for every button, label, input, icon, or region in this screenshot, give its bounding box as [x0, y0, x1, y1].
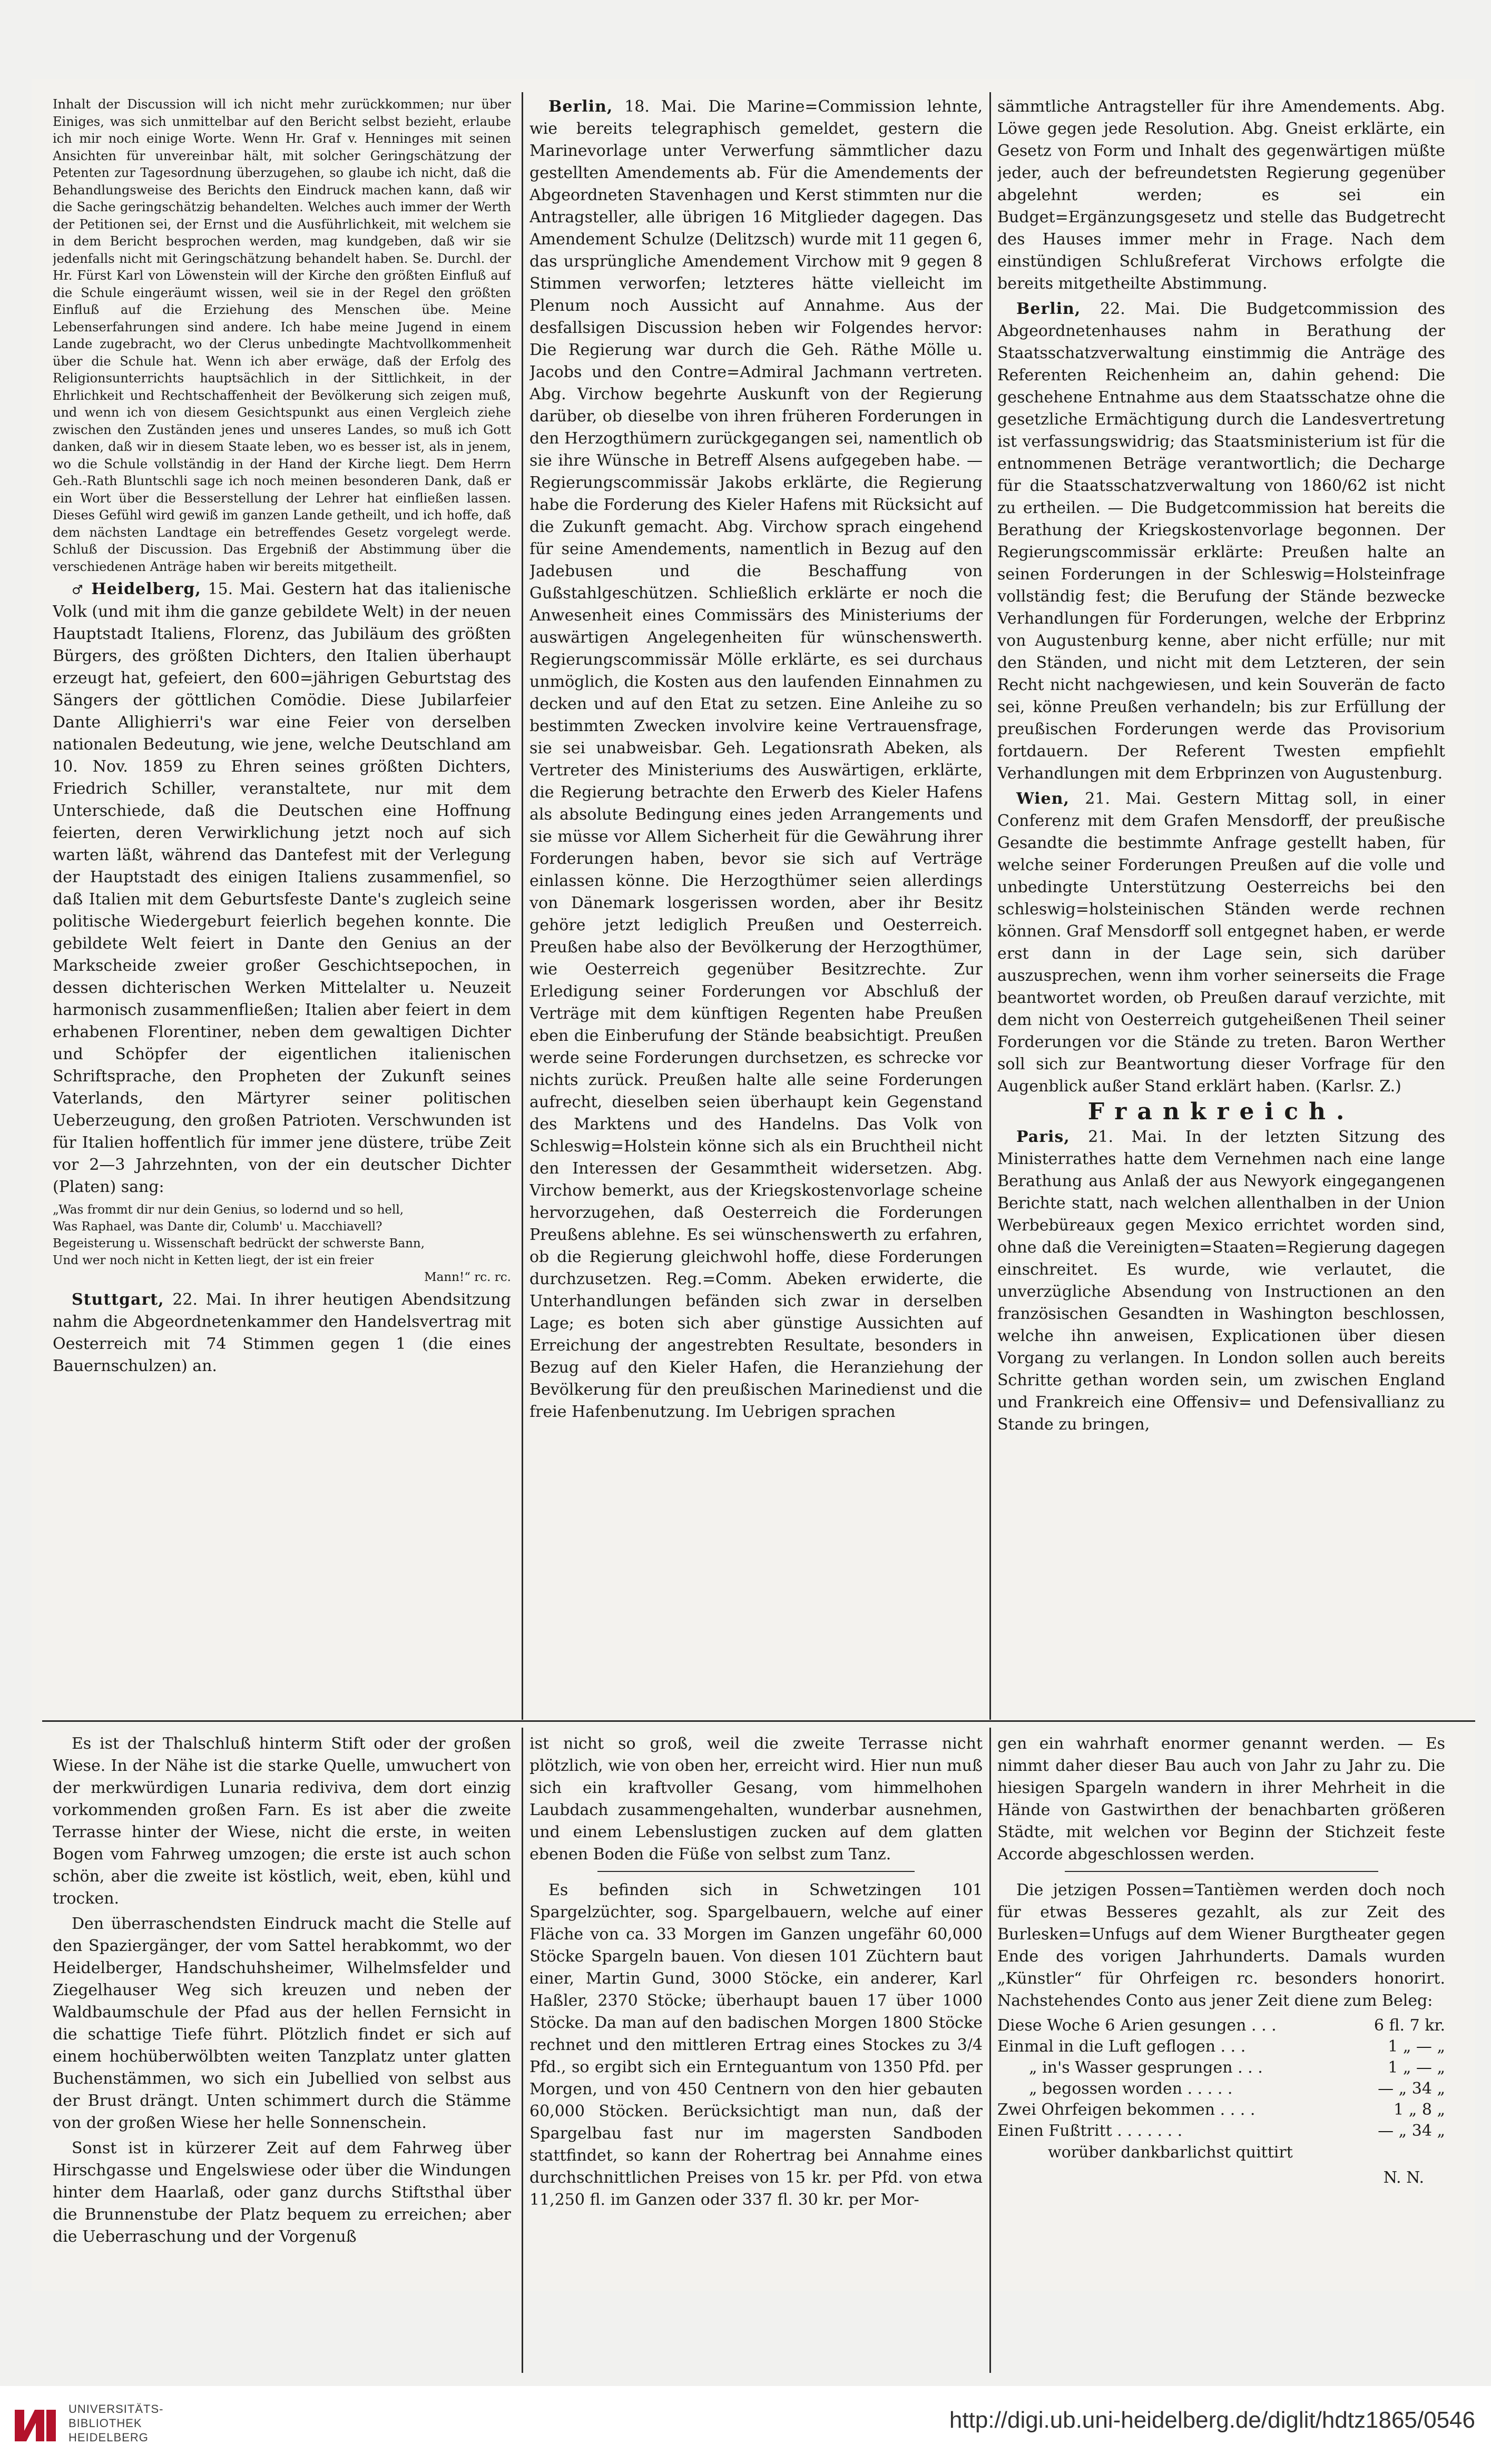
- ledger-row: [997, 2121, 1445, 2142]
- ledger-amount: — „ 34 „: [1378, 2122, 1445, 2140]
- source-url-link[interactable]: http://digi.ub.uni-heidelberg.de/diglit/hdtz1865/0546: [949, 2407, 1475, 2433]
- ledger-row: [997, 2057, 1445, 2078]
- ledger-amount: — „ 34 „: [1378, 2079, 1445, 2098]
- poem-line: Was Raphael, was Dante dir, Columb' u. Macchiavell?: [53, 1220, 382, 1234]
- article-body: In der letzten Sitzung des Ministerrathes hatte dem Vernehmen nach eine lange Berathung aus Anlaß der aus Newyork eingegangenen Berichte statt, nach welchen allenthalben in der Union Werbebüreaux gegen Mexico errichtet worden sind, ohne daß die Vereinigten=Staaten=Regierung dagegen einschreitet. Es wurde, wie verlautet, die unverzügliche Absendung von Instructionen an den französischen Gesandten in Washington beschlossen, welche ihn anweisen, Explicationen über diesen Vorgang zu verlangen. In London sollen auch bereits Schritte gethan worden sein, um zwischen England und Frankreich eine Offensiv= und Defensivallianz zu Stande zu bringen,: [997, 1128, 1445, 1434]
- article-heidelberg: ♂ Heidelberg, 15. Mai. Gestern hat das italienische Volk (und mit ihm die ganze gebildete Welt) in der neuen Hauptstadt Italiens, Florenz, das Jubiläum des größten Bürgers, des größten Dichters, den Italien überhaupt erzeugt hat, gefeiert, den 600=jährigen Geburtstag des Sängers der göttlichen Comödie. Diese Jubilarfeier Dante Allighierri's war eine Feier von derselben nationalen Bedeutung, wie jene, welche Deutschland am 10. Nov. 1859 zu Ehren seines größten Dichters, Friedrich Schiller, veranstaltete, nur mit dem Unterschiede, daß die Deutschen eine Hoffnung feierten, deren Verwirklichung jetzt noch auf sich warten läßt, während das Dantefest mit der Verlegung der Hauptstadt des einigen Italiens zusammenfiel, so daß Italien mit dem Geburtsfeste Dante's zugleich seine politische Wiedergeburt feierlich begehen konnte. Die gebildete Welt feiert in Dante den Genius an der Markscheide zweier großer Geschichtsepochen, in dessen dichterischen Werken Mittelalter u. Neuzeit harmonisch zusammenfließen; Italien aber feiert in dem erhabenen Florentiner, neben dem gewaltigen Dichter und Schöpfer der eigentlichen italienischen Schriftsprache, den Propheten der Zukunft seines Vaterlands, den Märtyrer seiner politischen Ueberzeugung, den großen Patrioten. Verschwunden ist für Italien hoffentlich für immer jene düstere, trübe Zeit vor 2—3 Jahrzehnten, von der ein deutscher Dichter (Platen) sang:: [53, 580, 511, 1196]
- dateline-date: 22. Mai.: [1100, 300, 1181, 318]
- signature: N. N.: [1383, 2169, 1424, 2187]
- article-body: Gestern hat das italienische Volk (und mit ihm die ganze gebildete Welt) in der neuen Hauptstadt Italiens, Florenz, das Jubiläum des größten Bürgers, des größten Dichters, den Italien überhaupt erzeugt hat, gefeiert, den 600=jährigen Geburtstag des Sängers der göttlichen Comödie. Diese Jubilarfeier Dante Allighierri's war eine Feier von derselben nationalen Bedeutung, wie jene, welche Deutschland am 10. Nov. 1859 zu Ehren seines größten Dichters, Friedrich Schiller, veranstaltete, nur mit dem Unterschiede, daß die Deutschen eine Hoffnung feierten, deren Verwirklichung jetzt noch auf sich warten läßt, während das Dantefest mit der Verlegung der Hauptstadt des einigen Italiens zusammenfiel, so daß Italien mit dem Geburtsfeste Dante's zugleich seine politische Wiedergeburt feierlich begehen konnte. Die gebildete Welt feiert in Dante den Genius an der Markscheide zweier großer Geschichtsepochen, in dessen dichterischen Werken Mittelalter u. Neuzeit harmonisch zusammenfließen; Italien aber feiert in dem erhabenen Florentiner, neben dem gewaltigen Dichter und Schöpfer der eigentlichen italienischen Schriftsprache, den Propheten der Zukunft seines Vaterlands, den Märtyrer seiner politischen Ueberzeugung, den großen Patrioten. Verschwunden ist für Italien hoffentlich für immer jene düstere, trübe Zeit vor 2—3 Jahrzehnten, von der ein deutscher Dichter (Platen) sang:: [53, 580, 511, 1196]
- article-body: Die Budgetcommission des Abgeordnetenhauses nahm in Berathung der Staatsschatzverwaltung einstimmig die Anträge des Referenten Reichenheim an, dahin gehend: Die geschehene Entnahme aus dem Staatsschatze ohne die gesetzliche Ermächtigung durch die Landesvertretung ist verfassungswidrig; das Staatsministerium ist für die entnommenen Beträge verantwortlich; die Decharge für die Staatsschatzverwaltung von 1860/62 ist nicht zu ertheilen. — Die Budgetcommission hat bereits die Berathung der Kriegskostenvorlage begonnen. Der Regierungscommissär erklärte: Preußen halte an seinen Forderungen in der Schleswig=Holsteinfrage vollständig fest; die Berufung der Stände bezwecke Verhandlungen für Forderungen, welche der Erbprinz von Augustenburg kenne, aber nicht erfülle; nur mit den Ständen, und nicht mit dem Letzteren, der sein Recht nicht nachgewiesen, und kein Souverän de facto sei, könne Preußen verhandeln; bis zur Erfüllung der preußischen Forderungen werde das Provisorium fortdauern. Der Referent Twesten empfiehlt Verhandlungen mit dem Erbprinzen von Augustenburg.: [997, 300, 1445, 783]
- ledger-amount: 6 fl. 7 kr.: [1374, 2016, 1445, 2035]
- ledger-row: [997, 2100, 1445, 2121]
- poem-line: Mann!“ rc. rc.: [424, 1270, 511, 1284]
- ledger-amount: 1 „ 8 „: [1394, 2101, 1445, 2119]
- poem-line: „Was frommt dir nur dein Genius, so lodernd und so hell,: [53, 1203, 404, 1217]
- dateline-place: Heidelberg,: [91, 580, 201, 598]
- dateline-place: Berlin,: [1016, 300, 1081, 318]
- section-heading: Frankreich.: [1087, 1098, 1355, 1125]
- article-continued: sämmtliche Antragsteller für ihre Amendements. Abg. Löwe gegen jede Resolution. Abg. Gneist erklärte, ein Gesetz von Form und Inhalt des gegenwärtigen müßte jeder, auch der befreundetsten Regierung gegenüber abgelehnt werden; es sei ein Budget=Ergänzungsgesetz und stelle das Budgetrecht des Hauses immer mehr in Frage. Nach dem einstündigen Schlußreferat Virchows erfolgte die bereits mitgetheilte Abstimmung.: [997, 97, 1445, 293]
- article-column-1: [53, 96, 511, 1716]
- feuilleton-paragraph: Es ist der Thalschluß hinterm Stift oder der großen Wiese. In der Nähe ist die starke Quelle, umwuchert von der merkwürdigen Lunaria rediviva, dem dort einzig vorkommenden großen Farn. Es ist aber die zweite Terrasse hinter der Wiese, nicht die erste, in weiten Bogen vom Fahrweg umzogen; die erste ist auch schon schön, aber die zweite ist köstlich, weit, eben, kühl und trocken.: [53, 1734, 511, 1908]
- feuilleton-paragraph: Den überraschendsten Eindruck macht die Stelle auf den Spaziergänger, der vom Sattel herabkommt, wo der Heidelberger, Handschuhsheimer, Wilhelmsfelder und Ziegelhauser Weg sich kreuzen und neben der Waldbaumschule der Pfad aus der hellen Fernsicht in die schattige Tiefe führt. Plötzlich findet er sich auf einem hochüberwölbten weiten Tanzplatz unter glatten Buchenstämmen, wo sich ein Jubellied von selbst aus der Brust drängt. Unten schimmert durch die Stämme von der großen Wiese her helle Sonnenschein.: [53, 1915, 511, 2132]
- ledger-item: „ in's Wasser gesprungen . . .: [1029, 2058, 1263, 2077]
- dateline-date: 22. Mai.: [172, 1290, 242, 1309]
- feuilleton-paragraph: Die jetzigen Possen=Tantièmen werden doch noch für etwas Besseres gezahlt, als zur Zeit des Burlesken=Unfugs auf dem Wiener Burgtheater gegen Ende des vorigen Jahrhunderts. Damals wurden „Künstler“ für Ohrfeigen rc. besonders honorirt. Nachstehendes Conto aus jener Zeit diene zum Beleg:: [997, 1881, 1445, 2010]
- feuilleton-paragraph: Sonst ist in kürzerer Zeit auf dem Fahrweg über Hirschgasse und Engelswiese oder über die Windungen hinter dem Haarlaß, oder ganz durchs Stiftsthal über die Brunnenstube der Platz bequem zu erreichen; aber die Ueberraschung und der Vorgenuß: [53, 2139, 511, 2246]
- ledger-item: Zwei Ohrfeigen bekommen . . . .: [997, 2101, 1255, 2119]
- feuilleton-column-2: [529, 1733, 983, 2373]
- article-discussion: Inhalt der Discussion will ich nicht mehr zurückkommen; nur über Einiges, was sich unmittelbar auf den Bericht selbst bezieht, erlaube ich mir noch einige Worte. Wenn Hr. Graf v. Henninges mit seinen Ansichten für unvereinbar hält, mit solcher Geringschätzung der Petenten zur Tagesordnung überzugehen, so glaube ich nicht, daß die Behandlungsweise des Berichts den Eindruck machen kann, daß wir die Sache geringschätzig behandelten. Welches auch immer der Werth der Petitionen sei, der Ernst und die Ausführlichkeit, mit welchem sie in dem Bericht besprochen werden, mag kundgeben, daß wir sie jedenfalls nicht mit Geringschätzung behandelt haben. Se. Durchl. der Hr. Fürst Karl von Löwenstein will der Kirche den größten Einfluß auf die Schule eingeräumt wissen, weil sie in der Regel den größten Einfluß auf die Erziehung des Menschen übe. Meine Lebenserfahrungen sind andere. Ich habe meine Jugend in einem Lande zugebracht, wo der Clerus unbedingte Machtvollkommenheit über die Schule hat. Wenn ich aber erwäge, daß der Erfolg des Religionsunterrichts hauptsächlich in der Sittlichkeit, in der Ehrlichkeit und Rechtschaffenheit der Bevölkerung sich zeigen muß, und wenn ich von diesem Gesichtspunkt aus einen Vergleich ziehe zwischen den Zuständen jenes und unseres Landes, so muß ich Gott danken, daß wir in diesem Staate leben, wo es besser ist, als in jenem, wo die Schule vollständig in der Hand der Kirche liegt. Dem Herrn Geh.-Rath Bluntschli sage ich noch meinen besonderen Dank, daß er ein Wort über die Besserstellung der Lehrer hat einfließen lassen. Dieses Gefühl wird gewiß im ganzen Lande getheilt, und ich hoffe, daß dem nächsten Landtage ein betreffendes Gesetz vorgelegt werde. Schluß der Discussion. Das Ergebniß der Abstimmung über die verschiedenen Anträge haben wir bereits mitgetheilt.: [53, 97, 511, 574]
- dateline-place: Wien,: [1016, 790, 1070, 808]
- column-rule: [522, 1728, 523, 2373]
- article-paris: [997, 1126, 1445, 1436]
- library-name-line: UNIVERSITÄTS-: [68, 2402, 164, 2416]
- dateline-place: Paris,: [1016, 1128, 1070, 1146]
- column-rule: [522, 92, 523, 1720]
- ledger-amount: 1 „ — „: [1388, 2037, 1445, 2056]
- ledger-row: [997, 2015, 1445, 2036]
- ledger-amount: 1 „ — „: [1388, 2058, 1445, 2077]
- poem-line: Und wer noch nicht in Ketten liegt, der ist ein freier: [53, 1254, 374, 1267]
- ledger-item: „ begossen worden . . . . .: [1029, 2079, 1233, 2098]
- section-divider: [1065, 1871, 1378, 1872]
- column-rule: [989, 1728, 991, 2373]
- article-stuttgart: [53, 1289, 511, 1377]
- library-name: [68, 2402, 163, 2445]
- dateline-place: Stuttgart,: [72, 1290, 164, 1309]
- column-rule: [989, 92, 991, 1720]
- article-wien: [997, 788, 1445, 1098]
- ledger-row: [997, 2078, 1445, 2100]
- ledger-item: Einen Fußtritt . . . . . . .: [997, 2122, 1183, 2140]
- ledger-item: Diese Woche 6 Arien gesungen . . .: [997, 2016, 1277, 2035]
- dateline-place: Berlin,: [548, 97, 613, 116]
- feuilleton-column-3: [997, 1733, 1445, 2373]
- article-body: Gestern Mittag soll, in einer Conferenz mit dem Grafen Mensdorff, der preußische Gesandte die bestimmte Anfrage gestellt haben, für welche seiner Forderungen Preußen auf die volle und unbedingte Unterstützung Oesterreichs bei den schleswig=holsteinischen Ständen werde rechnen können. Graf Mensdorff soll entgegnet haben, er werde erst dann in der Lage sein, sich darüber auszusprechen, wenn ihm vorher seinerseits die Frage beantwortet worden, ob Preußen darauf verzichte, mit dem nicht von Oesterreich gutgeheißenen Theil seiner Forderungen vor die Stände zu treten. Baron Werther soll sich zur Beantwortung dieser Vorfrage für den Augenblick außer Stand erklärt haben. (Karlsr. Z.): [997, 790, 1445, 1096]
- feuilleton-paragraph: gen ein wahrhaft enormer genannt werden. — Es nimmt daher dieser Bau auch von Jahr zu Jahr zu. Die hiesigen Spargeln wandern in ihrer Mehrheit in die Hände von Gastwirthen der benachbarten größeren Städte, mit welchen vor Beginn der Stichzeit feste Accorde abgeschlossen werden.: [997, 1734, 1445, 1864]
- feuilleton-column-1: [53, 1733, 511, 2373]
- article-body: In ihrer heutigen Abendsitzung nahm die Abgeordnetenkammer den Handelsvertrag mit Oesterreich mit 74 Stimmen gegen 1 (die eines Bauernschulzen) an.: [53, 1290, 511, 1375]
- ledger-item: Einmal in die Luft geflogen . . .: [997, 2037, 1246, 2056]
- feuilleton-paragraph: ist nicht so groß, weil die zweite Terrasse nicht plötzlich, wie von oben her, erreicht wird. Hier nun muß sich ein kraftvoller Gesang, vom himmelhohen Laubdach zusammengehalten, wunderbar ausnehmen, und einem Lebenslustigen zucken auf dem glatten ebenen Boden die Füße von selbst zum Tanz.: [529, 1734, 983, 1864]
- article-berlin-18: [529, 96, 983, 1423]
- ledger-table: [997, 2015, 1445, 2142]
- article-column-3: [997, 96, 1445, 1716]
- feuilleton-rule: [42, 1720, 1475, 1722]
- article-body: Die Marine=Commission lehnte, wie bereits telegraphisch gemeldet, gestern die Marinevorlage unter Verwerfung sämmtlicher dazu gestellten Amendements ab. Für die Amendements der Abgeordneten Stavenhagen und Kerst stimmten nur die Antragsteller, alle übrigen 16 Mitglieder dagegen. Das Amendement Schulze (Delitzsch) wurde mit 11 gegen 6, das ursprüngliche Amendement Virchow mit 9 gegen 8 Stimmen verworfen; letzteres hätte vielleicht im Plenum noch Aussicht auf Annahme. Aus der desfallsigen Discussion heben wir Folgendes hervor: Die Regierung war durch die Geh. Räthe Mölle u. Jacobs und den Contre=Admiral Jachmann vertreten. Abg. Virchow begehrte Auskunft von der Regierung darüber, ob dieselbe von ihren früheren Forderungen in den Herzogthümern zurückgegangen sei, namentlich ob sie ihre Wünsche in Betreff Alsens aufgegeben habe. — Regierungscommissär Jakobs erklärte, die Regierung habe die Forderung des Kieler Hafens mit Rücksicht auf die Zukunft gemacht. Abg. Virchow sprach eingehend für seine Amendements, namentlich in Bezug auf den Jadebusen und die Beschaffung von Gußstahlgeschützen. Schließlich erklärte er noch die Anwesenheit eines Commissärs des Ministeriums der auswärtigen Angelegenheiten für wünschenswerth. Regierungscommissär Mölle erklärte, es sei durchaus unmöglich, die Kosten aus den laufenden Einnahmen zu decken und auf den Etat zu setzen. Eine Anleihe zu so bestimmten Zwecken involvire keine Vertrauensfrage, sie sei unabweisbar. Geh. Legationsrath Abeken, als Vertreter des Ministeriums des Auswärtigen, erklärte, die Regierung betrachte den Erwerb des Kieler Hafens als absolute Bedingung eines jeden Arrangements und sie müsse vor Allem Sicherheit für die Gewährung ihrer Forderungen haben, bevor sie sich auf Verträge einlassen könne. Die Herzogthümer seien allerdings von Dänemark losgerissen worden, aber ihr Besitz gehöre jetzt lediglich Preußen und Oesterreich. Preußen habe also der Bevölkerung der Herzogthümer, wie Oesterreich gegenüber Besitzrechte. Zur Erledigung seiner Forderungen vor Abschluß der Verträge mit dem künftigen Regenten habe Preußen eben die Einberufung der Stände beabsichtigt. Preußen werde seine Forderungen durchsetzen, es schrecke vor nichts zurück. Preußen halte alle seine Forderungen aufrecht, dieselben seien überhaupt kein Gegenstand des Marktens und des Handelns. Das Volk von Schleswig=Holstein könne sich als ein Bruchtheil nicht den Interessen der Gesammtheit widersetzen. Abg. Virchow bemerkt, aus der Kriegskostenvorlage scheine hervorzugehen, daß Oesterreich die Forderungen Preußens ablehne. Es sei wünschenswerth zu erfahren, ob die Regierung gleichwohl hoffe, diese Forderungen durchzusetzen. Reg.=Comm. Abeken erwiderte, die Unterhandlungen befänden sich zwar in derselben Lage; es boten sich aber günstige Aussichten auf Erreichung der angestrebten Resultate, besonders in Bezug auf den Kieler Hafen, die Heranziehung der Bevölkerung für den preußischen Marinedienst und die freie Hafenbenutzung. Im Uebrigen sprachen: [529, 97, 983, 1421]
- dateline-date: 21. Mai.: [1088, 1128, 1168, 1146]
- library-name-line: BIBLIOTHEK: [68, 2417, 142, 2430]
- feuilleton-paragraph: Es befinden sich in Schwetzingen 101 Spargelzüchter, sog. Spargelbauern, welche auf einer Fläche von ca. 33 Morgen im Ganzen ungefähr 60,000 Stöcke Spargeln bauen. Von diesen 101 Züchtern baut einer, Martin Gund, 3000 Stöcke, ein anderer, Karl Haßler, 2370 Stöcke; überhaupt bauen 17 über 1000 Stöcke. Da man auf den badischen Morgen 1800 Stöcke rechnet und den mittleren Ertrag eines Stockes zu 3/4 Pfd., so ergibt sich ein Ernteguantum von 1350 Pfd. per Morgen, und von 450 Centnern von den hier gebauten 60,000 Stöcken. Berücksichtigt man nun, daß der Spargelbau fast nur im magersten Sandboden stattfindet, so kann der Rohertrag bei Annahme eines durchschnittlichen Preises von 15 kr. per Pfd. von etwa 11,250 fl. im Ganzen oder 337 fl. 30 kr. per Mor-: [529, 1881, 983, 2209]
- dateline-date: 21. Mai.: [1085, 790, 1162, 808]
- dateline-date: 18. Mai.: [624, 97, 697, 116]
- article-berlin-22: [997, 298, 1445, 785]
- university-seal-icon: [9, 2399, 60, 2450]
- dateline-date: 15. Mai.: [208, 580, 276, 598]
- article-column-2: [529, 96, 983, 1716]
- poem-line: Begeisterung u. Wissenschaft bedrückt der schwerste Bann,: [53, 1237, 425, 1250]
- ledger-row: [997, 2036, 1445, 2057]
- library-name-line: HEIDELBERG: [68, 2431, 149, 2444]
- ledger-note: worüber dankbarlichst quittirt: [1048, 2143, 1293, 2162]
- section-divider: [597, 1871, 915, 1872]
